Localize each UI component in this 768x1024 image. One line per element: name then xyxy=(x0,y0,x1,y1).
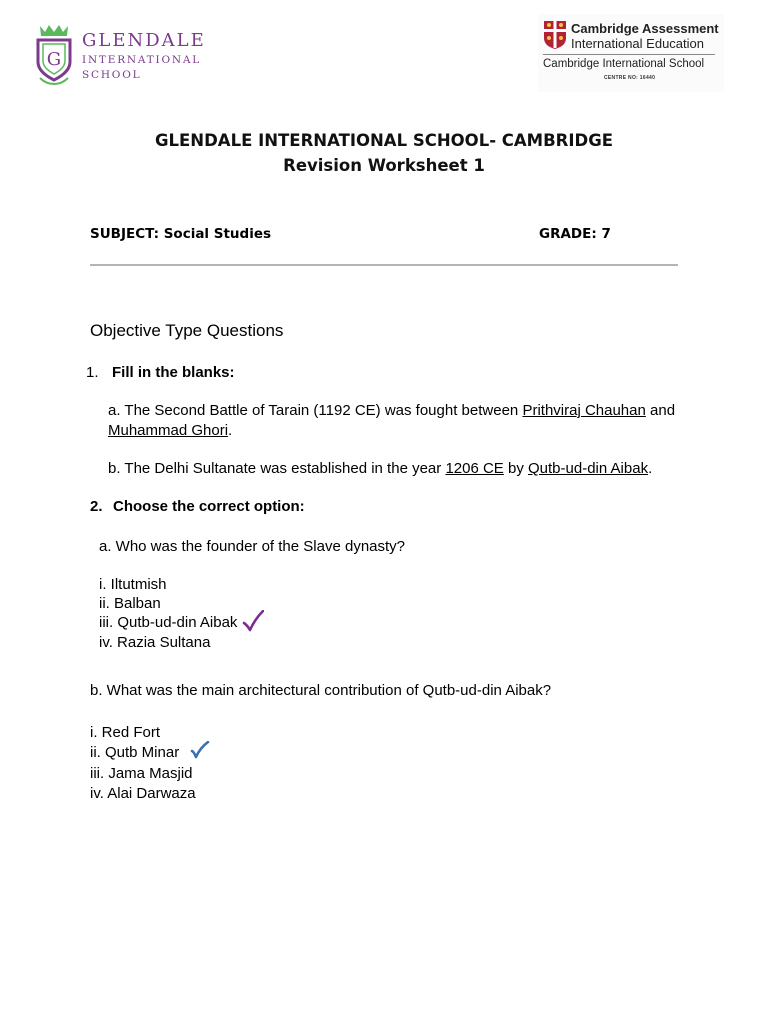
q1a-mid: and xyxy=(645,402,676,419)
section-heading: Objective Type Questions xyxy=(90,321,284,340)
q2a-option-4: iv. Razia Sultana xyxy=(99,634,211,651)
glendale-logo-line2: SCHOOL xyxy=(82,69,142,81)
q1b-prefix: b. The Delhi Sultanate was established in the year xyxy=(108,460,446,477)
q1b-mid: by xyxy=(503,460,528,477)
q2b-option-4: iv. Alai Darwaza xyxy=(90,785,196,802)
q1-title: Fill in the blanks: xyxy=(112,364,235,381)
q1a-line2 xyxy=(108,422,232,439)
q2a-option-1: i. Iltutmish xyxy=(99,576,167,593)
cambridge-logo-line3: Cambridge International School xyxy=(543,58,705,70)
q1a-answer2: Muhammad Ghori xyxy=(108,422,229,439)
q2-title: Choose the correct option: xyxy=(113,498,305,515)
q2a-option-3: iii. Qutb-ud-din Aibak xyxy=(99,614,238,631)
grade-label: GRADE: 7 xyxy=(539,226,611,242)
q1b-line xyxy=(108,460,652,477)
document-subtitle: Revision Worksheet 1 xyxy=(283,156,485,175)
q1a-line xyxy=(108,402,675,419)
document-title: GLENDALE INTERNATIONAL SCHOOL- CAMBRIDGE xyxy=(154,131,614,150)
cambridge-centre-number: CENTRE NO: 16440 xyxy=(604,75,656,81)
glendale-crest-letter: G xyxy=(46,49,62,70)
q2b-question: b. What was the main architectural contribution of Qutb-ud-din Aibak? xyxy=(90,682,552,699)
q2b-option-1: i. Red Fort xyxy=(90,724,161,741)
cambridge-logo-line2: International Education xyxy=(571,36,704,51)
cambridge-shield-icon xyxy=(543,20,567,50)
cambridge-logo-divider xyxy=(543,54,715,55)
q2b-checkmark-icon xyxy=(190,741,210,759)
q1a-prefix: a. The Second Battle of Tarain (1192 CE) was fought between xyxy=(108,402,523,419)
q1a-end: . xyxy=(228,422,233,439)
q2a-question: a. Who was the founder of the Slave dynasty? xyxy=(99,538,406,555)
q1-number: 1. xyxy=(86,364,99,381)
cambridge-logo-line1: Cambridge Assessment xyxy=(571,21,719,36)
glendale-logo-name: GLENDALE xyxy=(82,30,206,51)
q1b-end: . xyxy=(648,460,653,477)
glendale-crest-icon xyxy=(34,22,74,86)
q2-number: 2. xyxy=(90,498,103,515)
q2a-option-2: ii. Balban xyxy=(99,595,161,612)
cambridge-logo xyxy=(538,14,724,92)
subject-label: SUBJECT: Social Studies xyxy=(90,226,272,242)
q1b-answer2: Qutb-ud-din Aibak xyxy=(528,460,649,477)
q1b-answer1: 1206 CE xyxy=(445,460,504,477)
q2b-option-3: iii. Jama Masjid xyxy=(90,765,193,782)
q2a-checkmark-icon xyxy=(242,610,264,632)
glendale-logo-line1: INTERNATIONAL xyxy=(82,54,202,66)
q2b-option-2: ii. Qutb Minar xyxy=(90,744,180,761)
glendale-logo xyxy=(34,22,206,88)
header-divider xyxy=(90,264,678,266)
q1a-answer1: Prithviraj Chauhan xyxy=(522,402,646,419)
